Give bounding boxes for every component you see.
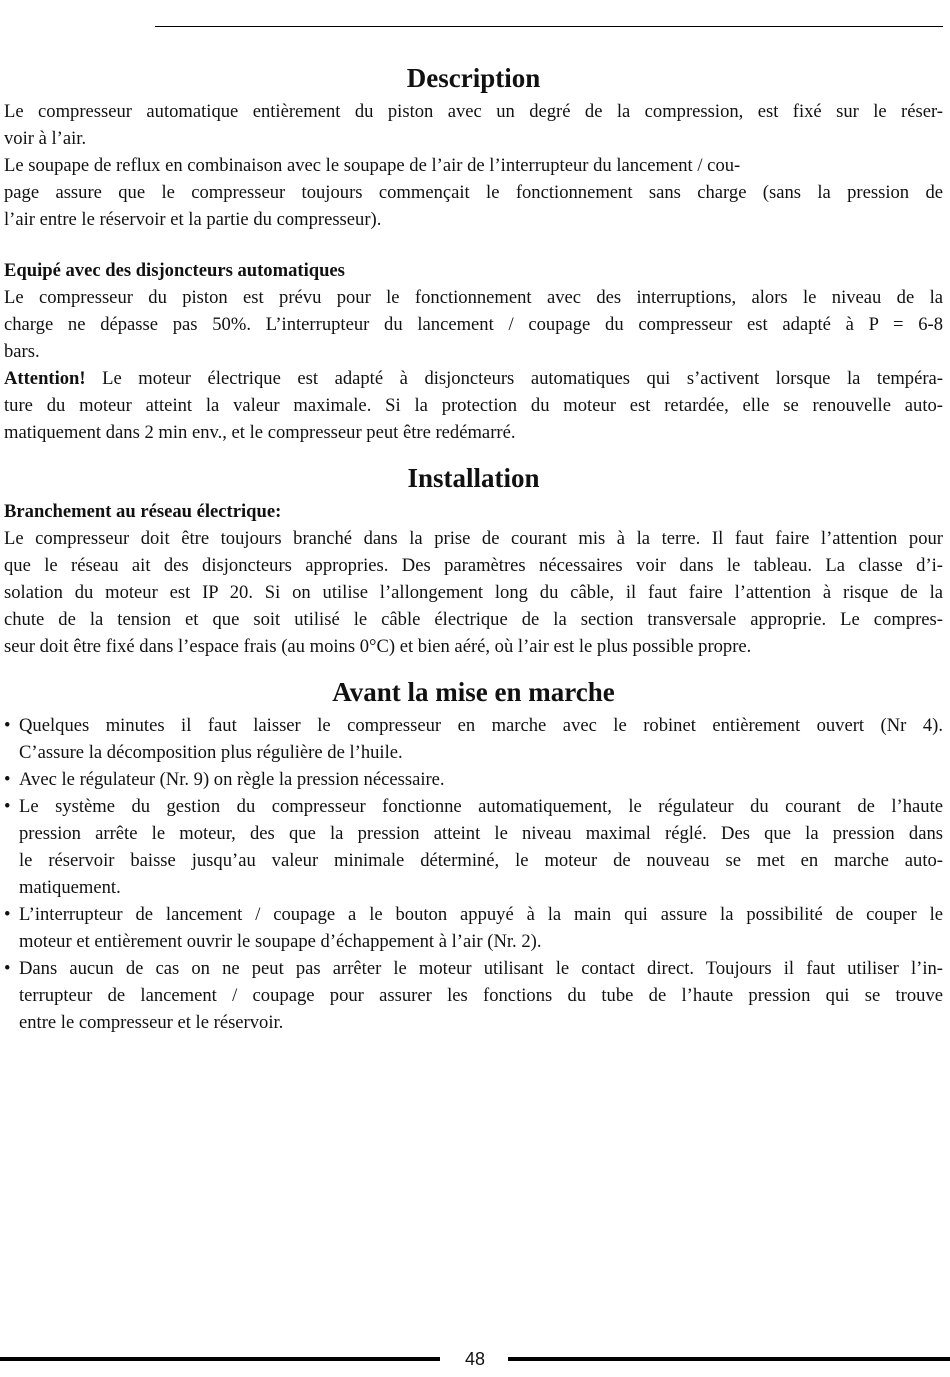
list-item: • Le système du gestion du compresseur fonctionne automatiquement, le régulateur du courant de l’haute pression arrête le moteur, des que la pression atteint le niveau maximal réglé. Des que la pression dans le réservoir baisse jusqu’au valeur minimale déterminé, le moteur de nouveau se met en marche auto- matiquement. [4,793,943,901]
bullet: • [4,715,11,736]
list-item: • L’interrupteur de lancement / coupage a le bouton appuyé à la main qui assure la possibilité de couper le moteur et entièrement ouvrir le soupape d’échappement à l’air (Nr. 2). [4,901,943,955]
bullet: • [4,796,11,817]
page-content [4,58,943,1036]
spacer [4,233,943,257]
bullet: • [4,958,11,979]
bullet: • [4,769,11,790]
header-rule [155,26,943,27]
spacer [4,660,943,672]
description-heading: Description [406,63,541,93]
footer-rule-left [0,1357,440,1361]
breakers-subheading: Equipé avec des disjoncteurs automatiques [4,260,345,281]
list-item: • Dans aucun de cas on ne peut pas arrêter le moteur utilisant le contact direct. Toujours il faut utiliser l’in- terrupteur de lancement / coupage pour assurer les fonctions du tube de l’haute pression qui se trouve entre le compresseur et le réservoir. [4,955,943,1036]
bullet: • [4,904,11,925]
installation-paragraph: Le compresseur doit être toujours branché dans la prise de courant mis à la terre. Il faut faire l’attention pour que le réseau ait des disjoncteurs appropries. Des paramètres nécessaires voir dans le tableau. La classe d’i- solation du moteur est IP 20. Si on utilise l’allongement long du câble, il faut faire l’attention à risque de la chute de la tension et que soit utilisé le câble électrique de la section transversale appropriе. Le compres- seur doit être fixé dans l’espace frais (au moins 0°C) et bien aéré, où l’air est le plus possible propre. [4,528,943,657]
list-item: • Avec le régulateur (Nr. 9) on règle la pression nécessaire. [4,766,943,793]
footer-rule-right [508,1357,950,1361]
installation-subheading: Branchement au réseau électrique: [4,501,282,522]
installation-heading: Installation [407,463,540,493]
list-item: • Quelques minutes il faut laisser le compresseur en marche avec le robinet entièrement ouvert (Nr 4). C’assure la décomposition plus régulière de l’huile. [4,712,943,766]
breakers-paragraph: Le compresseur du piston est prévu pour le fonctionnement avec des interruptions, alors le niveau de la charge ne dépasse pas 50%. L’interrupteur du lancement / coupage du compresseur est adapté à P = 6-8 bars. [4,287,943,362]
description-paragraph-2: Le soupape de reflux en combinaison avec le soupape de l’air de l’interrupteur du lancement / cou- page assure que le compresseur toujours commençait le fonctionnement sans charge (sans la pression de l’air entre le réservoir et la partie du compresseur). [4,155,943,230]
description-paragraph-1: Le compresseur automatique entièrement du piston avec un degré de la compression, est fixé sur le réser- voir à l’air. [4,101,943,149]
before-start-heading: Avant la mise en marche [332,677,615,707]
page-number: 48 [464,1349,486,1369]
spacer [4,446,943,458]
attention-label: Attention! [4,368,86,389]
attention-paragraph: Attention! Le moteur électrique est adapté à disjoncteurs automatiques qui s’activent lorsque la tempéra- ture du moteur atteint la valeur maximale. Si la protection du moteur est retardée, elle se renouvelle auto- matiquement dans 2 min env., et le compresseur peut être redémarré. [4,368,943,443]
